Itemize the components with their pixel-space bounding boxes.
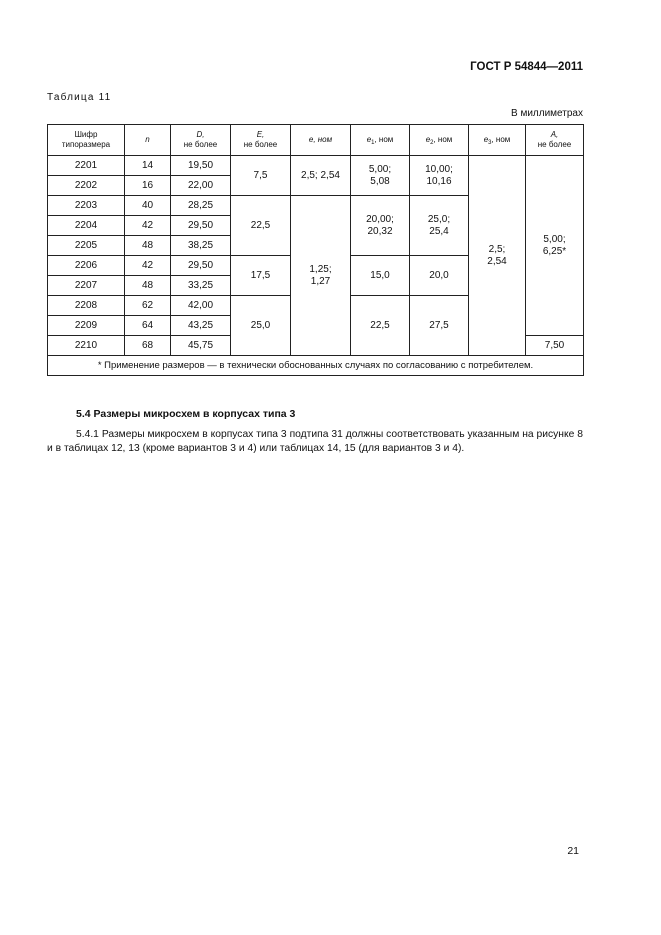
header-D: D, не более (171, 125, 231, 156)
cell-D: 29,50 (171, 216, 231, 236)
cell-A: 5,00; 6,25* (526, 156, 584, 336)
cell-code: 2208 (48, 296, 125, 316)
cell-code: 2205 (48, 236, 125, 256)
dimensions-table (47, 124, 584, 376)
cell-D: 45,75 (171, 336, 231, 356)
cell-E: 17,5 (231, 256, 291, 296)
table-header-row (48, 125, 584, 156)
cell-code: 2206 (48, 256, 125, 276)
cell-D: 28,25 (171, 196, 231, 216)
header-E: E, не более (231, 125, 291, 156)
cell-n: 42 (125, 256, 171, 276)
cell-e1: 15,0 (351, 256, 410, 296)
cell-e2: 10,00; 10,16 (410, 156, 469, 196)
cell-D: 22,00 (171, 176, 231, 196)
cell-code: 2201 (48, 156, 125, 176)
page-number: 21 (567, 845, 579, 857)
cell-n: 48 (125, 236, 171, 256)
cell-n: 42 (125, 216, 171, 236)
table-row (48, 156, 584, 176)
cell-e2: 25,0; 25,4 (410, 196, 469, 256)
cell-n: 68 (125, 336, 171, 356)
cell-D: 38,25 (171, 236, 231, 256)
cell-code: 2207 (48, 276, 125, 296)
cell-D: 19,50 (171, 156, 231, 176)
document-code: ГОСТ Р 54844—2011 (470, 61, 583, 73)
cell-e1: 5,00; 5,08 (351, 156, 410, 196)
table-footnote-row (48, 356, 584, 376)
cell-n: 40 (125, 196, 171, 216)
cell-D: 43,25 (171, 316, 231, 336)
cell-e: 1,25; 1,27 (291, 196, 351, 356)
cell-D: 29,50 (171, 256, 231, 276)
cell-code: 2210 (48, 336, 125, 356)
header-e2: $e_2$, ном (410, 125, 469, 156)
section-heading: 5.4 Размеры микросхем в корпусах типа 3 (76, 408, 296, 420)
cell-e3: 2,5; 2,54 (469, 156, 526, 356)
header-code: Шифр типоразмера (48, 125, 125, 156)
cell-D: 33,25 (171, 276, 231, 296)
cell-n: 64 (125, 316, 171, 336)
units-note: В миллиметрах (511, 108, 583, 119)
cell-code: 2203 (48, 196, 125, 216)
cell-e1: 22,5 (351, 296, 410, 356)
cell-n: 48 (125, 276, 171, 296)
cell-e2: 20,0 (410, 256, 469, 296)
cell-e1: 20,00; 20,32 (351, 196, 410, 256)
cell-n: 16 (125, 176, 171, 196)
cell-E: 22,5 (231, 196, 291, 256)
cell-e2: 27,5 (410, 296, 469, 356)
header-e: e, ном (291, 125, 351, 156)
table-title: Таблица 11 (47, 92, 112, 103)
table-footnote: * Применение размеров — в технически обоснованных случаях по согласованию с потребителем. (48, 356, 584, 376)
header-e1: $e_1$, ном (351, 125, 410, 156)
cell-code: 2202 (48, 176, 125, 196)
header-e3: $e_3$, ном (469, 125, 526, 156)
cell-D: 42,00 (171, 296, 231, 316)
cell-A: 7,50 (526, 336, 584, 356)
cell-n: 62 (125, 296, 171, 316)
cell-E: 7,5 (231, 156, 291, 196)
cell-code: 2204 (48, 216, 125, 236)
cell-e: 2,5; 2,54 (291, 156, 351, 196)
cell-n: 14 (125, 156, 171, 176)
cell-code: 2209 (48, 316, 125, 336)
cell-E: 25,0 (231, 296, 291, 356)
section-paragraph: 5.4.1 Размеры микросхем в корпусах типа 3 подтипа 31 должны соответствовать указанным на рисунке 8 и в таблицах 12, 13 (кроме вариантов 3 и 4) или таблицах 14, 15 (для вариантов 3 и 4). (47, 429, 583, 454)
header-A: A, не более (526, 125, 584, 156)
header-n: n (125, 125, 171, 156)
